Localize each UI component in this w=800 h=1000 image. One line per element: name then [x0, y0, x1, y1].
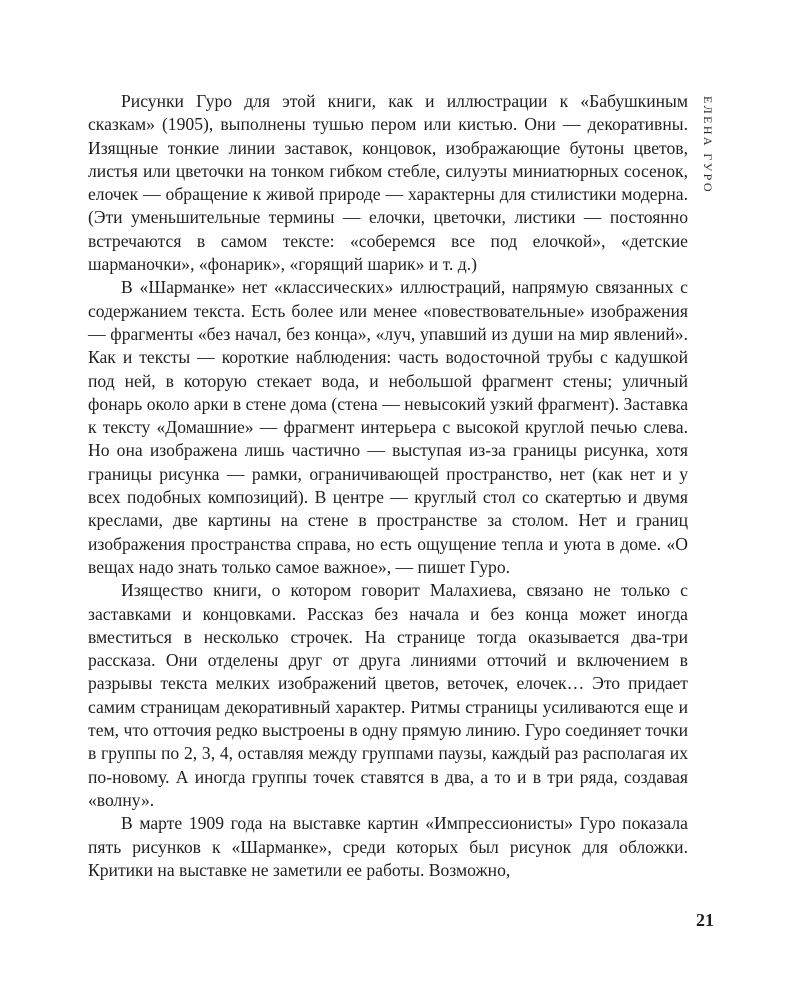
- paragraph-4: В марте 1909 года на выставке картин «Импрессионисты» Гуро показала пять рисунков к «Шарманке», среди которых был рисунок для обложки. Критики на выставке не заметили ее работы. Возможно,: [88, 813, 688, 880]
- page-body: [88, 90, 688, 882]
- running-head: ЕЛЕНА ГУРО: [701, 96, 715, 194]
- paragraph-1: Рисунки Гуро для этой книги, как и иллюстрации к «Бабушкиным сказкам» (1905), выполнены тушью пером или кистью. Они — декоративны. Изящные тонкие линии заставок, концовок, изображающие бутоны цветов, листья или цветочки на тонком гибком стебле, силуэты миниатюрных сосенок, елочек — обращение к живой природе — характерны для стилистики модерна. (Эти уменьшительные термины — елочки, цветочки, листики — постоянно встречаются в самом тексте: «соберемся все под елочкой», «детские шарманочки», «фонарик», «горящий шарик» и т. д.): [88, 91, 688, 275]
- paragraph-3: Изящество книги, о котором говорит Малахиева, связано не только с заставками и концовками. Рассказ без начала и без конца может иногда вместиться в несколько строчек. На странице тогда оказывается два-три рассказа. Они отделены друг от друга линиями отточий и включением в разрывы текста мелких изображений цветов, веточек, елочек… Это придает самим страницам декоративный характер. Ритмы страницы усиливаются еще и тем, что отточия редко выстроены в одну прямую линию. Гуро соединяет точки в группы по 2, 3, 4, оставляя между группами паузы, каждый раз располагая их по-новому. А иногда группы точек ставятся в два, а то и в три ряда, создавая «волну».: [88, 580, 688, 810]
- paragraph-2: В «Шарманке» нет «классических» иллюстраций, напрямую связанных с содержанием текста. Есть более или менее «повествовательные» изображения — фрагменты «без начал, без конца», «луч, упавший из души на мир явлений». Как и тексты — короткие наблюдения: часть водосточной трубы с кадушкой под ней, в которую стекает вода, и небольшой фрагмент стены; уличный фонарь около арки в стене дома (стена — невысокий узкий фрагмент). Заставка к тексту «Домашние» — фрагмент интерьера с высокой круглой печью слева. Но она изображена лишь частично — выступая из-за границы рисунка, хотя границы рисунка — рамки, ограничивающей пространство, нет (как нет и у всех подобных композиций). В центре — круглый стол со скатертью и двумя креслами, две картины на стене в пространстве за столом. Нет и границ изображения пространства справа, но есть ощущение тепла и уюта в доме. «О вещах надо знать только самое важное», — пишет Гуро.: [88, 277, 688, 577]
- page-number: 21: [696, 910, 714, 930]
